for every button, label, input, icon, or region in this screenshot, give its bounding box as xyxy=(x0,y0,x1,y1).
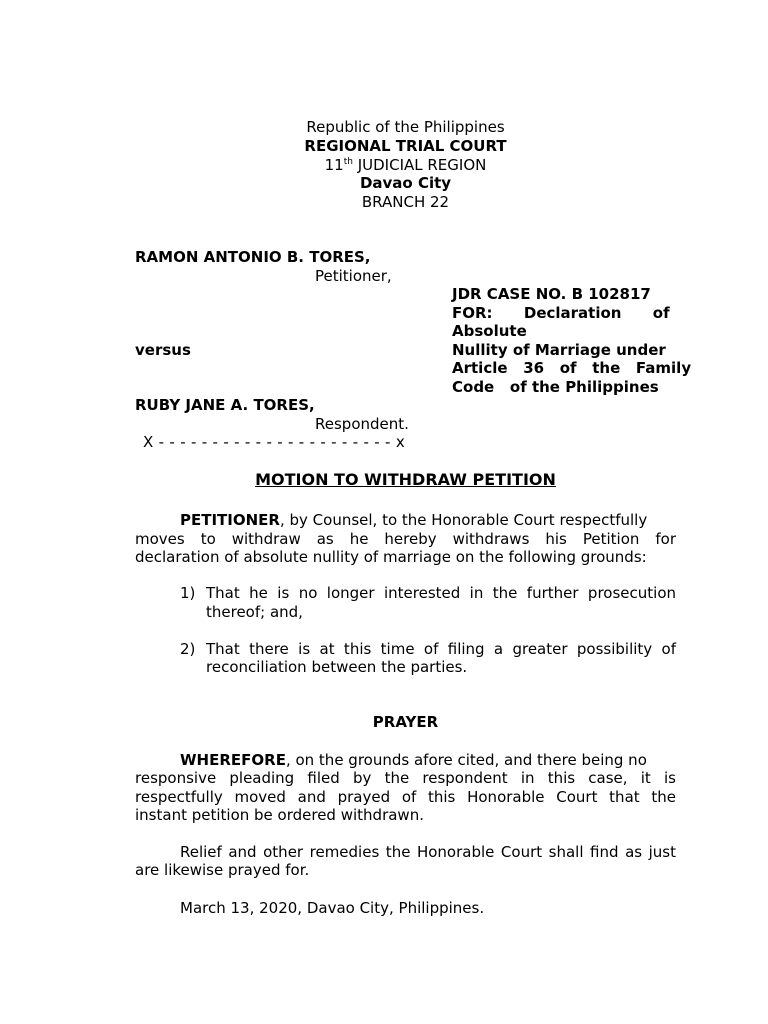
intro-line-rest: , by Counsel, to the Honorable Court respectfully xyxy=(279,511,648,529)
ground-text: thereof; and, xyxy=(206,603,303,621)
prayer-heading: PRAYER xyxy=(372,713,439,731)
prayer-line: respectfully moved and prayed of this Honorable Court that the xyxy=(135,788,676,806)
versus-label: versus xyxy=(135,341,191,359)
header-region-text: JUDICIAL REGION xyxy=(352,156,487,174)
prayer-line-rest: , on the grounds afore cited, and there being no xyxy=(285,751,647,769)
ground-number: 1) xyxy=(180,584,196,602)
motion-title: MOTION TO WITHDRAW PETITION xyxy=(255,470,556,489)
header-republic: Republic of the Philippines xyxy=(306,118,505,136)
ground-text: reconciliation between the parties. xyxy=(206,658,468,676)
ground-number: 2) xyxy=(180,640,196,658)
header-city: Davao City xyxy=(359,174,452,192)
case-number: JDR CASE NO. B 102817 xyxy=(452,285,651,303)
case-for-line: Absolute xyxy=(452,322,527,340)
ground-text: That he is no longer interested in the further prosecution xyxy=(206,584,676,602)
respondent-name: RUBY JANE A. TORES, xyxy=(135,396,315,414)
caption-separator: X - - - - - - - - - - - - - - - - - - - - - - x xyxy=(143,433,405,451)
header-region-suffix: th xyxy=(343,157,353,167)
header-court: REGIONAL TRIAL COURT xyxy=(304,137,507,155)
prayer-lead: WHEREFORE xyxy=(180,751,286,769)
intro-line: declaration of absolute nullity of marriage on the following grounds: xyxy=(135,548,647,566)
relief-line: are likewise prayed for. xyxy=(135,861,310,879)
respondent-role: Respondent. xyxy=(315,415,409,433)
header-region xyxy=(0,156,768,175)
intro-line: moves to withdraw as he hereby withdraws his Petition for xyxy=(135,530,676,548)
header-branch: BRANCH 22 xyxy=(361,193,450,211)
prayer-line: responsive pleading filed by the respondent in this case, it is xyxy=(135,769,676,787)
ground-text: That there is at this time of filing a greater possibility of xyxy=(206,640,676,658)
relief-line: Relief and other remedies the Honorable Court shall find as just xyxy=(180,843,676,861)
intro-line xyxy=(180,511,647,530)
case-for-line: FOR: Declaration of xyxy=(452,304,670,322)
prayer-line xyxy=(180,751,647,770)
case-for-line: Nullity of Marriage under xyxy=(452,341,666,359)
case-for-line: Article 36 of the Family xyxy=(452,359,692,377)
case-for-line: Code of the Philippines xyxy=(452,378,659,396)
petitioner-name: RAMON ANTONIO B. TORES, xyxy=(135,248,371,266)
date-line: March 13, 2020, Davao City, Philippines. xyxy=(180,899,485,917)
header-region-number: 11 xyxy=(324,156,344,174)
petitioner-role: Petitioner, xyxy=(315,267,392,285)
intro-lead: PETITIONER xyxy=(180,511,280,529)
prayer-line: instant petition be ordered withdrawn. xyxy=(135,806,424,824)
